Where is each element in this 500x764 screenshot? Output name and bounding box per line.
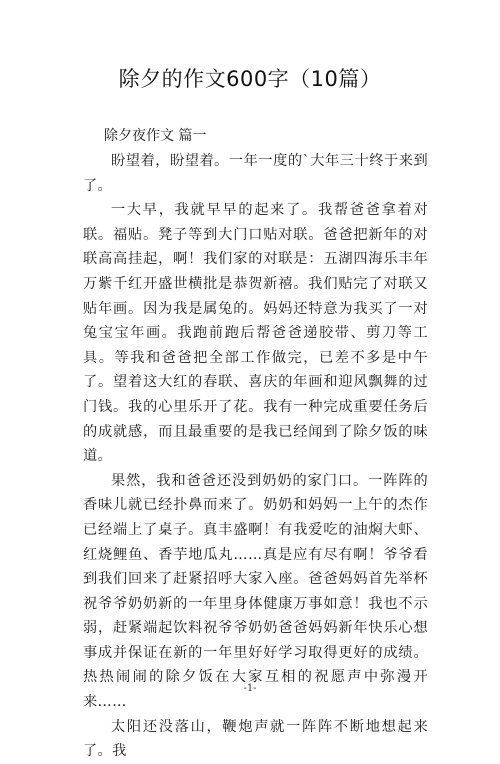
article-body xyxy=(83,149,428,764)
paragraph-4: 太阳还没落山，鞭炮声就一阵阵不断地想起来了。我 xyxy=(83,718,428,760)
paragraph-3: 果然，我和爸爸还没到奶奶的家门口。一阵阵的香味儿就已经扑鼻而来了。奶奶和妈妈一上午的杰作已经端上了桌子。真丰盛啊！有我爱吃的油焖大虾、红烧鲤鱼、香芋地瓜丸……真是应有尽有啊！爷爷看到我们回来了赶紧招呼大家入座。爸爸妈妈首先举杯祝爷爷奶奶新的一年里身体健康万事如意！我也不示弱，赶紧端起饮料祝爷爷奶奶爸爸妈妈新年快乐心想事成并保证在新的一年里好好学习取得更好的成绩。热热闹闹的除夕饭在大家互相的祝愿声中弥漫开来…… xyxy=(83,472,428,711)
section-heading: 除夕夜作文 篇一 xyxy=(104,128,207,144)
paragraph-2: 一大早，我就早早的起来了。我帮爸爸拿着对联。福贴。凳子等到大门口贴对联。爸爸把新年的对联高高挂起，啊！我们家的对联是：五湖四海乐丰年万紫千红开盛世横批是恭贺新禧。我们贴完了对联又贴年画。因为我是属兔的。妈妈还特意为我买了一对兔宝宝年画。我跑前跑后帮爸爸递胶带、剪刀等工具。等我和爸爸把全部工作做完，已差不多是中午了。望着这大红的春联、喜庆的年画和迎风飘舞的过门钱。我的心里乐开了花。我有一种完成重要任务后的成就感，而且最重要的是我已经闻到了除夕饭的味道。 xyxy=(83,202,428,465)
document-title: 除夕的作文600字（10篇） xyxy=(118,67,382,91)
page-number: -1- xyxy=(243,683,257,694)
paragraph-1: 盼望着，盼望着。一年一度的`大年三十终于来到了。 xyxy=(83,153,428,194)
